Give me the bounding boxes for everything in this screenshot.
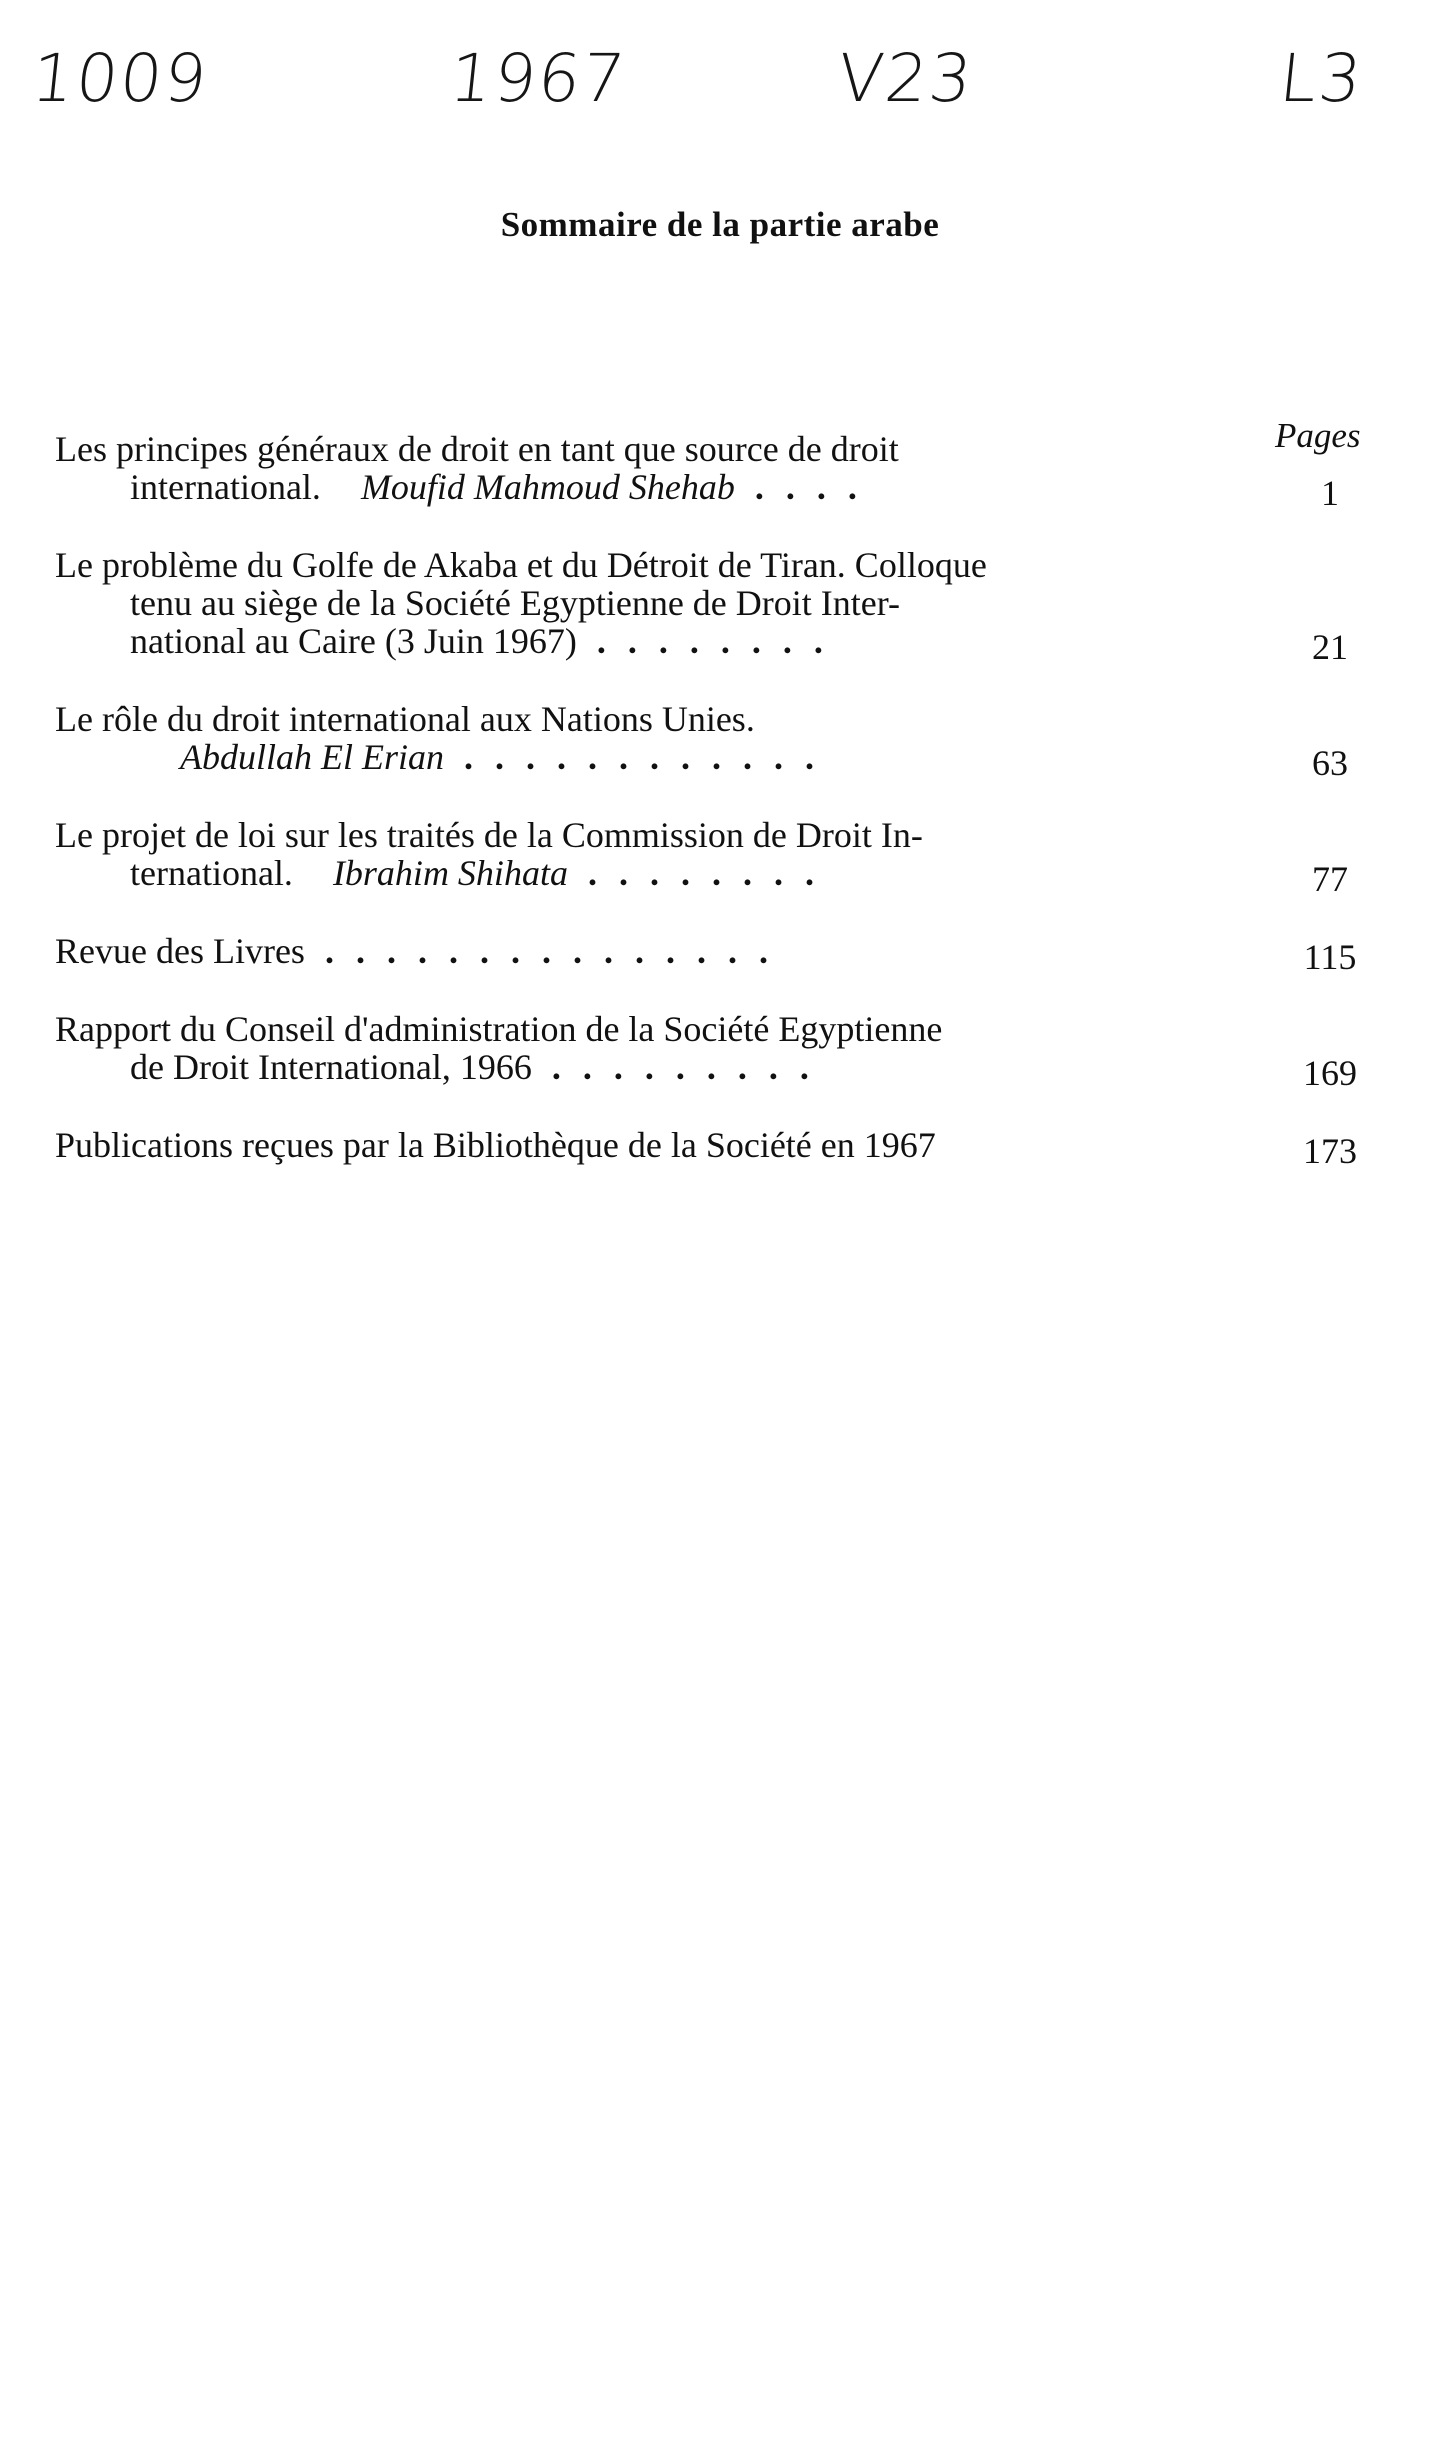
toc-entry-line (55, 932, 1255, 970)
toc-entry-line: Publications reçues par la Bibliothèque de la Société en 1967 (55, 1125, 936, 1165)
table-of-contents (55, 430, 1390, 1204)
dot-leader: ........ (587, 853, 836, 893)
dot-leader: ............... (324, 931, 790, 971)
toc-entry-page: 169 (1303, 1053, 1357, 1093)
toc-entry-line-text: de Droit International, 1966 (130, 1047, 532, 1087)
toc-entry-text (55, 1126, 1255, 1164)
toc-entry-page: 173 (1303, 1131, 1357, 1171)
dot-leader: ........ (596, 621, 845, 661)
toc-entry-line (55, 622, 1255, 660)
toc-entry-line: Rapport du Conseil d'administration de la Société Egyptienne (55, 1009, 943, 1049)
dot-leader: ......... (551, 1047, 831, 1087)
toc-entry (55, 815, 1390, 899)
toc-entry-line: Le projet de loi sur les traités de la Commission de Droit In- (55, 815, 923, 855)
handwritten-annotation: V23 (834, 40, 978, 117)
toc-entry-page: 21 (1312, 627, 1348, 667)
toc-entry-line-text: Revue des Livres (55, 931, 305, 971)
toc-entry-author: Ibrahim Shihata (332, 853, 568, 893)
toc-entry-line-text: international. (130, 467, 321, 507)
handwritten-annotation: L3 (1276, 40, 1367, 117)
toc-entry (55, 1009, 1390, 1093)
toc-entry-page: 63 (1312, 743, 1348, 783)
toc-entry-line: Le rôle du droit international aux Nations Unies. (55, 699, 755, 739)
toc-entry-page: 115 (1303, 937, 1357, 977)
dot-leader: ............ (464, 737, 836, 777)
toc-entry (55, 1125, 1390, 1171)
toc-entry-line (55, 738, 1255, 776)
toc-entry-author: Abdullah El Erian (180, 737, 444, 777)
toc-entry-text (55, 430, 1255, 506)
toc-entry-line: Les principes généraux de droit en tant que source de droit (55, 429, 899, 469)
toc-entry-author: Moufid Mahmoud Shehab (360, 467, 735, 507)
toc-entry-line-text: ternational. (130, 853, 293, 893)
toc-entry-line: tenu au siège de la Société Egyptienne de Droit Inter- (130, 583, 900, 623)
toc-entry-line (55, 468, 1255, 506)
toc-entry (55, 545, 1390, 667)
toc-entry (55, 429, 1390, 513)
handwritten-annotation: 1009 (28, 40, 213, 117)
handwritten-annotation: 1967 (446, 40, 631, 117)
toc-entry-text (55, 1010, 1255, 1086)
toc-entry-text (55, 700, 1255, 776)
toc-entry-page: 77 (1312, 859, 1348, 899)
toc-entry-text (55, 546, 1255, 660)
toc-entry-page: 1 (1321, 473, 1339, 513)
toc-entry-line: Le problème du Golfe de Akaba et du Détroit de Tiran. Colloque (55, 545, 987, 585)
toc-entry-line (55, 854, 1255, 892)
page-title: Sommaire de la partie arabe (500, 205, 940, 244)
toc-entry-line (55, 1048, 1255, 1086)
toc-entry (55, 699, 1390, 783)
toc-entry (55, 931, 1390, 977)
toc-entry-text (55, 816, 1255, 892)
dot-leader: .... (754, 467, 879, 507)
pages-column-label: Pages (1275, 416, 1361, 455)
toc-entry-line-text: national au Caire (3 Juin 1967) (130, 621, 577, 661)
toc-entry-text (55, 932, 1255, 970)
